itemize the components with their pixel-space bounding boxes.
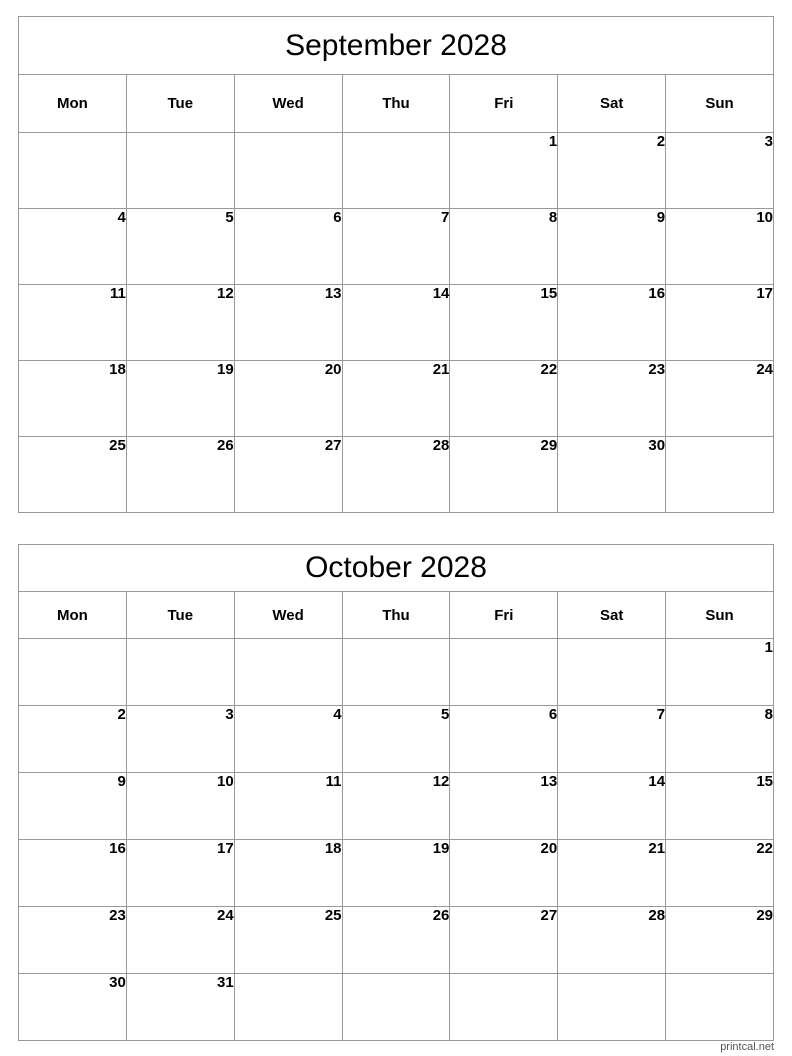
day-cell: 19 bbox=[342, 840, 450, 907]
day-cell bbox=[666, 437, 774, 513]
week-row bbox=[19, 907, 774, 974]
day-cell: 23 bbox=[19, 907, 127, 974]
week-row bbox=[19, 437, 774, 513]
day-cell: 3 bbox=[126, 706, 234, 773]
day-cell: 13 bbox=[234, 285, 342, 361]
day-cell: 1 bbox=[450, 133, 558, 209]
day-cell: 25 bbox=[234, 907, 342, 974]
day-cell: 16 bbox=[19, 840, 127, 907]
day-cell: 5 bbox=[126, 209, 234, 285]
day-cell: 25 bbox=[19, 437, 127, 513]
weekday-header: Mon bbox=[19, 75, 127, 133]
day-cell bbox=[126, 639, 234, 706]
day-cell: 22 bbox=[666, 840, 774, 907]
day-cell bbox=[666, 974, 774, 1041]
weekday-header: Sun bbox=[666, 75, 774, 133]
day-cell: 17 bbox=[126, 840, 234, 907]
day-cell: 20 bbox=[450, 840, 558, 907]
day-cell: 12 bbox=[342, 773, 450, 840]
day-cell bbox=[234, 133, 342, 209]
day-cell: 10 bbox=[126, 773, 234, 840]
day-cell: 16 bbox=[558, 285, 666, 361]
day-cell: 30 bbox=[558, 437, 666, 513]
month-title: October 2028 bbox=[19, 545, 774, 592]
day-cell: 4 bbox=[19, 209, 127, 285]
day-cell: 15 bbox=[450, 285, 558, 361]
day-cell: 9 bbox=[558, 209, 666, 285]
day-cell: 28 bbox=[558, 907, 666, 974]
weekday-header: Tue bbox=[126, 592, 234, 639]
day-cell: 24 bbox=[126, 907, 234, 974]
weekday-header: Thu bbox=[342, 592, 450, 639]
day-cell: 18 bbox=[19, 361, 127, 437]
day-cell: 10 bbox=[666, 209, 774, 285]
day-cell: 29 bbox=[666, 907, 774, 974]
day-cell: 11 bbox=[234, 773, 342, 840]
day-cell: 8 bbox=[450, 209, 558, 285]
day-cell: 24 bbox=[666, 361, 774, 437]
day-cell: 2 bbox=[19, 706, 127, 773]
weekday-header: Fri bbox=[450, 592, 558, 639]
day-cell: 9 bbox=[19, 773, 127, 840]
day-cell: 3 bbox=[666, 133, 774, 209]
day-cell: 20 bbox=[234, 361, 342, 437]
day-cell bbox=[558, 639, 666, 706]
day-cell bbox=[558, 974, 666, 1041]
day-cell: 23 bbox=[558, 361, 666, 437]
day-cell: 8 bbox=[666, 706, 774, 773]
weekday-header: Sat bbox=[558, 592, 666, 639]
month-title: September 2028 bbox=[19, 17, 774, 75]
day-cell bbox=[234, 639, 342, 706]
day-cell: 4 bbox=[234, 706, 342, 773]
day-cell bbox=[450, 974, 558, 1041]
calendar-september bbox=[18, 16, 774, 513]
weekday-header: Wed bbox=[234, 592, 342, 639]
day-cell: 22 bbox=[450, 361, 558, 437]
day-cell: 7 bbox=[342, 209, 450, 285]
day-cell: 14 bbox=[342, 285, 450, 361]
day-cell: 6 bbox=[234, 209, 342, 285]
weekday-header: Sat bbox=[558, 75, 666, 133]
day-cell: 18 bbox=[234, 840, 342, 907]
day-cell bbox=[342, 974, 450, 1041]
day-cell: 19 bbox=[126, 361, 234, 437]
weekday-header: Wed bbox=[234, 75, 342, 133]
day-cell bbox=[234, 974, 342, 1041]
week-row bbox=[19, 209, 774, 285]
day-cell: 29 bbox=[450, 437, 558, 513]
day-cell: 28 bbox=[342, 437, 450, 513]
day-cell: 27 bbox=[450, 907, 558, 974]
day-cell: 15 bbox=[666, 773, 774, 840]
day-cell: 21 bbox=[342, 361, 450, 437]
day-cell: 12 bbox=[126, 285, 234, 361]
week-row bbox=[19, 639, 774, 706]
day-cell bbox=[126, 133, 234, 209]
day-cell: 11 bbox=[19, 285, 127, 361]
day-cell: 27 bbox=[234, 437, 342, 513]
weekday-header: Fri bbox=[450, 75, 558, 133]
day-cell: 1 bbox=[666, 639, 774, 706]
day-cell: 17 bbox=[666, 285, 774, 361]
day-cell: 2 bbox=[558, 133, 666, 209]
day-cell bbox=[342, 639, 450, 706]
day-cell bbox=[19, 133, 127, 209]
day-cell: 7 bbox=[558, 706, 666, 773]
weekday-header: Mon bbox=[19, 592, 127, 639]
week-row bbox=[19, 285, 774, 361]
day-cell bbox=[342, 133, 450, 209]
day-cell bbox=[450, 639, 558, 706]
week-row bbox=[19, 773, 774, 840]
calendar-october bbox=[18, 544, 774, 1041]
week-row bbox=[19, 974, 774, 1041]
day-cell: 6 bbox=[450, 706, 558, 773]
week-row bbox=[19, 133, 774, 209]
week-row bbox=[19, 706, 774, 773]
day-cell: 13 bbox=[450, 773, 558, 840]
week-row bbox=[19, 361, 774, 437]
day-cell: 30 bbox=[19, 974, 127, 1041]
site-credit: printcal.net bbox=[720, 1041, 774, 1053]
weekday-header: Thu bbox=[342, 75, 450, 133]
day-cell: 31 bbox=[126, 974, 234, 1041]
weekday-header: Sun bbox=[666, 592, 774, 639]
day-cell: 26 bbox=[126, 437, 234, 513]
day-cell: 14 bbox=[558, 773, 666, 840]
day-cell: 21 bbox=[558, 840, 666, 907]
day-cell: 5 bbox=[342, 706, 450, 773]
weekday-header: Tue bbox=[126, 75, 234, 133]
week-row bbox=[19, 840, 774, 907]
day-cell: 26 bbox=[342, 907, 450, 974]
day-cell bbox=[19, 639, 127, 706]
